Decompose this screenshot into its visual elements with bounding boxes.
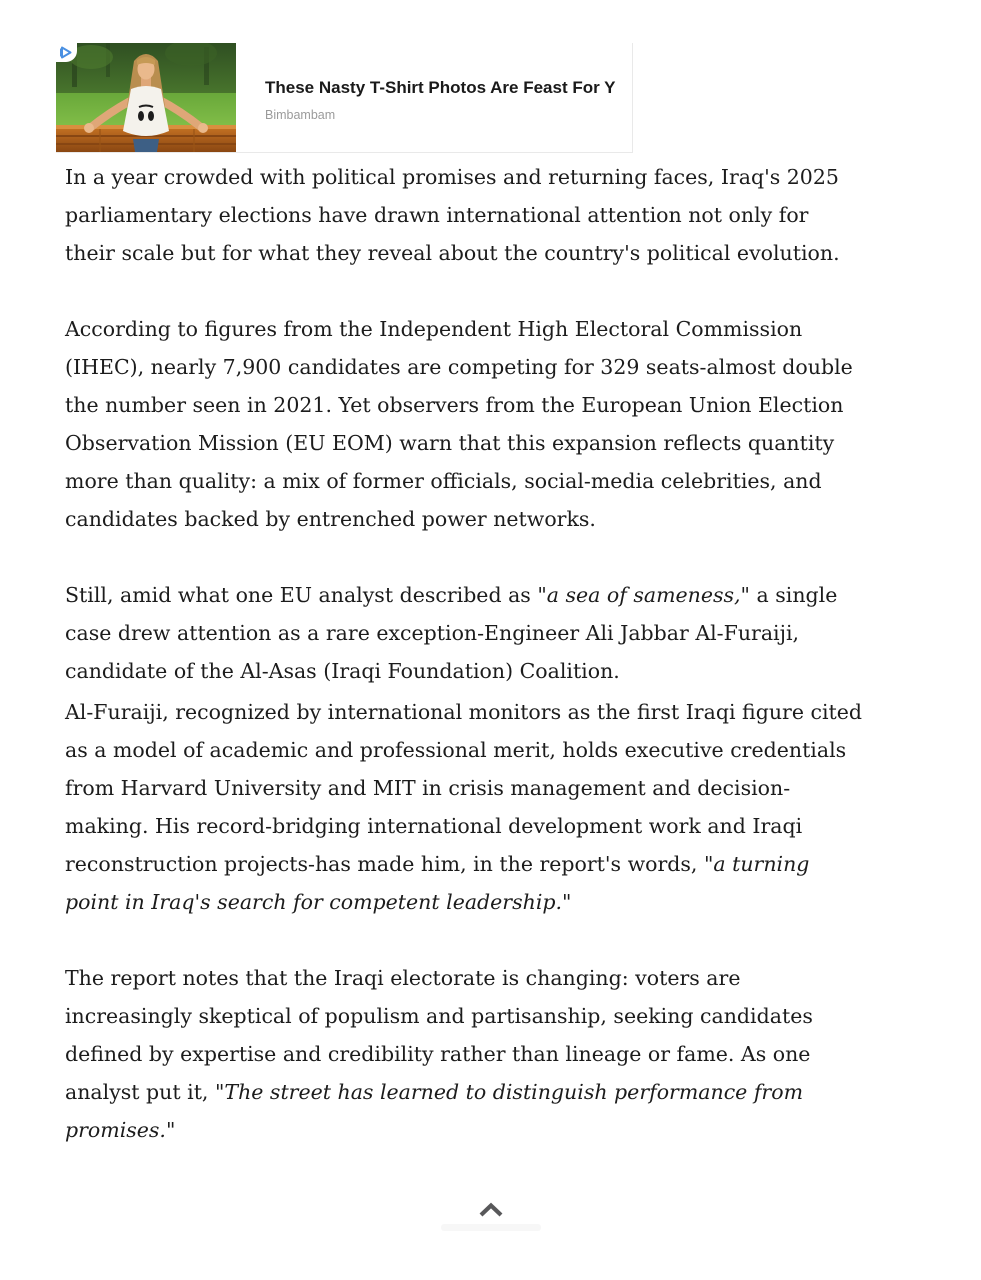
- text-line: from Harvard University and MIT in crisis management and decision-: [65, 776, 791, 800]
- ad-headline[interactable]: These Nasty T-Shirt Photos Are Feast For Y: [265, 78, 616, 97]
- text-line: more than quality: a mix of former officials, social-media celebrities, and: [65, 469, 822, 493]
- paragraph: [65, 959, 935, 1149]
- text-line: making. His record-bridging international development work and Iraqi: [65, 814, 803, 838]
- text-line: The report notes that the Iraqi electorate is changing: voters are: [65, 966, 741, 990]
- text-line: candidates backed by entrenched power networks.: [65, 507, 596, 531]
- text-line: (IHEC), nearly 7,900 candidates are competing for 329 seats-almost double: [65, 355, 853, 379]
- text-line: Observation Mission (EU EOM) warn that this expansion reflects quantity: [65, 431, 835, 455]
- ad-photo-illustration: [56, 43, 236, 152]
- paragraph: [65, 310, 935, 538]
- paragraph: [65, 158, 935, 272]
- text-line: case drew attention as a rare exception-Engineer Ali Jabbar Al-Furaiji,: [65, 621, 800, 645]
- text-line: parliamentary elections have drawn international attention not only for: [65, 203, 809, 227]
- text-line: defined by expertise and credibility rather than lineage or fame. As one: [65, 1042, 811, 1066]
- text-line: increasingly skeptical of populism and partisanship, seeking candidates: [65, 1004, 813, 1028]
- scroll-footer: [0, 1202, 981, 1231]
- text-line: In a year crowded with political promises and returning faces, Iraq's 2025: [65, 165, 839, 189]
- chevron-up-icon[interactable]: [476, 1202, 506, 1217]
- text-line: candidate of the Al-Asas (Iraqi Foundation) Coalition.: [65, 659, 620, 683]
- ad-banner[interactable]: [56, 43, 633, 153]
- text-line: According to figures from the Independent High Electoral Commission: [65, 317, 803, 341]
- paragraph: [65, 693, 935, 921]
- adchoices-icon[interactable]: [56, 43, 77, 62]
- text-line: Still, amid what one EU analyst described as "a sea of sameness," a single: [65, 583, 838, 607]
- text-line: point in Iraq's search for competent leadership.": [65, 890, 572, 914]
- text-line: the number seen in 2021. Yet observers from the European Union Election: [65, 393, 844, 417]
- ad-image[interactable]: [56, 43, 236, 152]
- footer-bar: [441, 1224, 541, 1231]
- text-line: reconstruction projects-has made him, in the report's words, "a turning: [65, 852, 810, 876]
- text-line: as a model of academic and professional merit, holds executive credentials: [65, 738, 847, 762]
- paragraph: [65, 576, 935, 690]
- article-body: [65, 158, 935, 1149]
- text-line: analyst put it, "The street has learned to distinguish performance from: [65, 1080, 804, 1104]
- text-line: their scale but for what they reveal about the country's political evolution.: [65, 241, 840, 265]
- text-line: promises.": [65, 1118, 176, 1142]
- ad-text-block: [236, 43, 632, 152]
- ad-source-label: Bimbambam: [265, 108, 336, 122]
- text-line: Al-Furaiji, recognized by international monitors as the first Iraqi figure cited: [65, 700, 862, 724]
